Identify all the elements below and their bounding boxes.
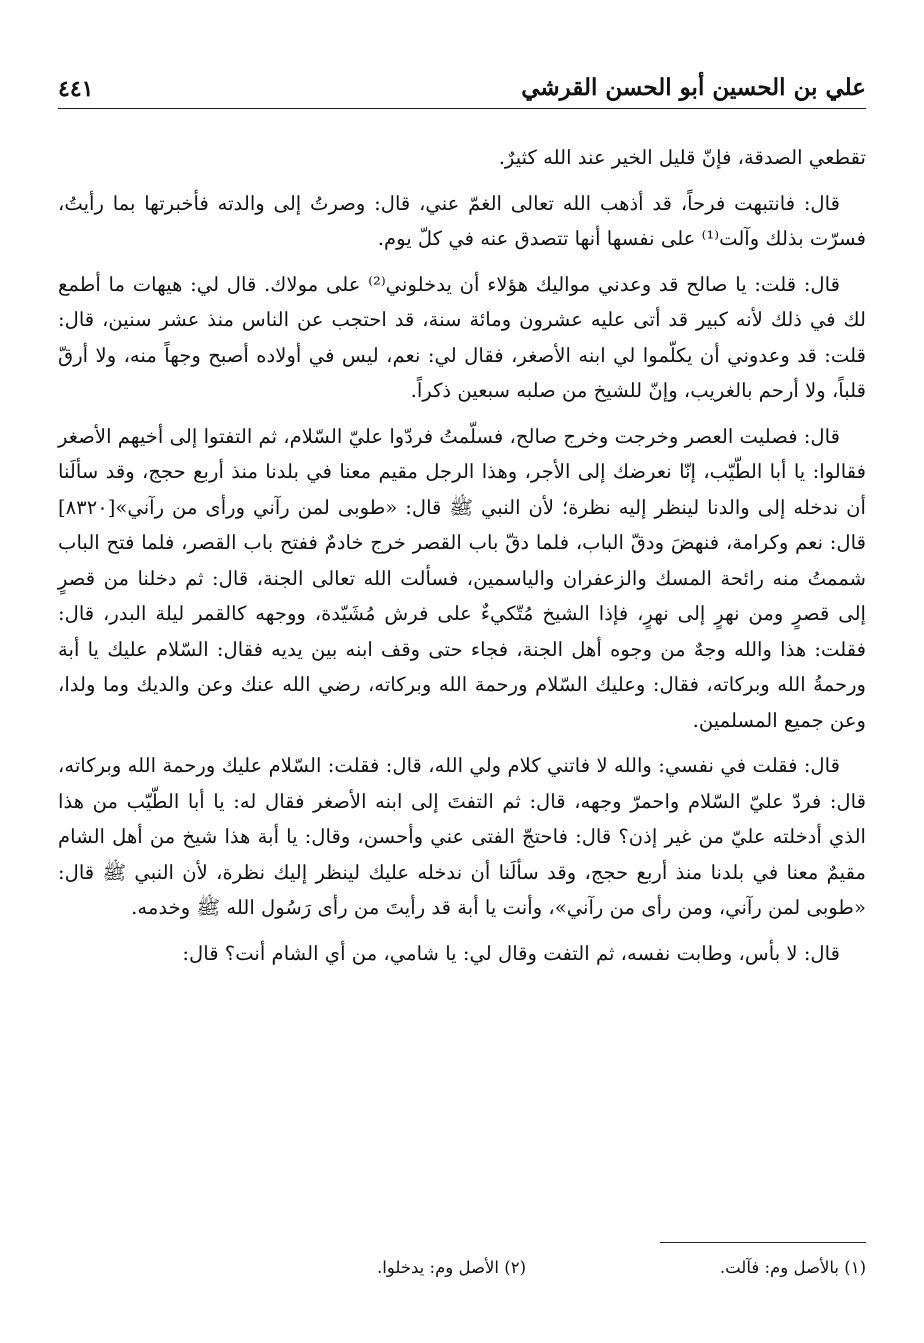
page-number: ٤٤١ xyxy=(58,76,94,102)
footnote-1: (١) بالأصل وم: فآلت. xyxy=(719,1258,866,1277)
paragraph: قال: قلت: يا صالح قد وعدني مواليك هؤلاء أن يدخلوني⁽²⁾ على مولاك. قال لي: هيهات ما أطمع لك في ذلك لأنه كبير قد أتى عليه عشرون ومائة سنة، قد احتجب عن الناس منذ عشر سنين، قال: قلت: قد وعدوني أن يكلّموا لي ابنه الأصغر، فقال لي: نعم، ليس في أولاده أصبح وجهاً منه، ولا أرقّ قلباً، ولا أرحم بالغريب، وإنّ للشيخ من صلبه سبعين ذكراً. xyxy=(58,272,866,402)
paragraph: قال: فانتبهت فرحاً، قد أذهب الله تعالى الغمّ عني، قال: وصرتُ إلى والدته فأخبرتها بما رأيتُ، فسرّت بذلك وآلت⁽¹⁾ على نفسها أنها تتصدق عنه في كلّ يوم. xyxy=(58,191,866,250)
footnote-2: (٢) الأصل وم: يدخلوا. xyxy=(377,1258,526,1277)
paragraph: قال: فقلت في نفسي: والله لا فاتني كلام ولي الله، قال: فقلت: السّلام عليك ورحمة الله وبركاته، قال: فردّ عليّ السّلام واحمرّ وجهه، قال: ثم التفتَ إلى ابنه الأصغر فقال له: يا أبا الطّيّب من هذا الذي أدخلته عليّ من غير إذن؟ قال: فاحتجّ الفتى عني وأحسن، وقال: يا أبة هذا شيخ من أهل الشام مقيمٌ معنا في بلدنا منذ أربع حجج، وقد سألَنا أن ندخله عليك لينظر إليك نظرة، لأن النبي ﷺ قال: «طوبى لمن رآني، ومن رأى من رآني»، وأنت يا أبة قد رأيتَ من رأى رَسُول الله ﷺ وخدمه. xyxy=(58,754,866,919)
footnotes xyxy=(58,1258,866,1288)
running-title: علي بن الحسين أبو الحسن القرشي xyxy=(521,74,866,101)
footnote-divider xyxy=(660,1242,866,1243)
paragraph: تقطعي الصدقة، فإنّ قليل الخير عند الله كثيرٌ. xyxy=(498,146,866,169)
page-header xyxy=(58,70,866,109)
paragraph: قال: فصليت العصر وخرجت وخرج صالح، فسلّمتُ فردّوا عليّ السّلام، ثم التفتوا إلى أخيهم الأصغر فقالوا: يا أبا الطّيّب، إنّا نعرضك إلى الأجر، وهذا الرجل مقيم معنا في بلدنا منذ أربع حجج، وقد سألَنا أن ندخله إلى والدنا لينظر إليه نظرة؛ لأن النبي ﷺ قال: «طوبى لمن رآني ورأى من رآني»[٨٣٢٠] قال: نعم وكرامة، فنهضَ ودقّ الباب، فلما دقّ باب القصر خرج خادمٌ ففتح باب القصر، فلما فتح الباب شممتُ منه رائحة المسك والزعفران والياسمين، فسألت الله تعالى الجنة، قال: ثم دخلنا من قصرٍ إلى قصرٍ ومن نهرٍ إلى نهرٍ، فإذا الشيخ مُتّكيءٌ على فرش مُشَيّدة، ووجهه كالقمر ليلة البدر، قال: فقلت: هذا والله وجهٌ من وجوه أهل الجنة، فجاء حتى وقف ابنه بين يديه فقال: السّلام عليك يا أبة ورحمةُ الله وبركاته، فقال: وعليك السّلام ورحمة الله وبركاته، رضي الله عنك وعن والديك وما ولدا، وعن جميع المسلمين. xyxy=(58,424,866,732)
paragraph: قال: لا بأس، وطابت نفسه، ثم التفت وقال لي: يا شامي، من أي الشام أنت؟ قال: xyxy=(182,941,840,965)
main-text xyxy=(58,140,866,981)
